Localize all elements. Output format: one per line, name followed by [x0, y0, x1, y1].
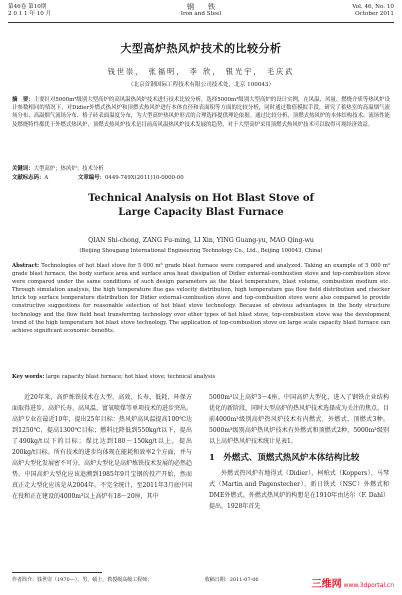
cn-keywords-label: 关键词： [12, 166, 34, 172]
en-title: Technical Analysis on Hot Blast Stove of Large Capacity Blast Furnace [88, 193, 314, 218]
running-header [8, 4, 394, 32]
header-center: 钢 铁 Iron and Steel [180, 3, 222, 17]
cn-keywords-text: 大型高炉；热风炉；技术分析 [33, 166, 104, 172]
cn-meta [12, 174, 390, 182]
en-authors: QIAN Shi-chong, ZANG Fu-ming, LI Xin, YING Guang-yu, MAO Qing-wu [88, 237, 314, 244]
cn-abstract-label: 摘 要： [12, 97, 34, 103]
en-keywords-text: large capacity blast furnace; hot blast stove; technical analysis [46, 374, 216, 380]
en-abstract-label: Abstract: [12, 263, 40, 269]
cn-title: 大型高炉热风炉技术的比较分析 [120, 42, 282, 55]
cn-authors: 钱世崇， 张福明， 李 欣， 银光宇， 毛庆武 [107, 67, 295, 76]
header-right: Vol. 46, No. 10 October 2011 [352, 4, 394, 17]
cn-affiliation: （北京首钢国际工程技术有限公司技术处，北京 100043） [127, 82, 275, 88]
body-column-left [12, 392, 192, 502]
body-paragraph: 外燃式热风炉有地得式（Didier）、柯柏式（Koppers）、马琴式（Martin and Pagenstecher）、新日铁式（NSC）外燃式和DME外燃式。外燃式热风炉的构想是在1910年由达尔（F. Dahl）提出，1928年首先 [209, 470, 389, 510]
en-abstract-text: Technologies of hot blast stove for 5 000 m³ grade blast furnace were compared and analyzed. Taking an example of 5 000 m³ grade blast furnace, the body surface area and surface area heat dissipation of Didier external-combustion stove and top-combustion stove were compared under the same conditions of such design parameters as the blast temperature, blast volume, combustion medium etc. Through simulation analysis, the high temperature flue gas velocity distribution, high temperature gas flow field distribution and checker brick top surface temperature distribution for Didier external-combustion stove and top-combustion stove were also compared to provide constructive suggestions for reasonable selection of hot blast stove technology. Because of obvious advantages in the body structure technology and the flow field heat transferring technology over other types of hot blast stove, top-combustion stove was the development trend of the high temperature hot blast stove technology. The application of top-combustion stove on large scale capacity blast furnace can achieve significant economic benefits. [12, 263, 390, 334]
header-rule [8, 22, 394, 23]
section-heading: 1 外燃式、顶燃式热风炉本体结构比较 [209, 453, 360, 463]
cn-abstract [12, 96, 390, 129]
watermark: 三维网 www.3dportal.cn [311, 579, 394, 590]
cn-abstract-text: 主要针对5000m³级别大型高炉的高风温热风炉技术进行技术比较分析，选择5000m³级别大型高炉的设计实例，在风温、风量、燃烧介质等热风炉设计参数相同的情况下，对Didier外燃式热风炉和顶燃式热风炉进行本体直径和表面积等方面的比较分析，同时通过数值模拟手段，研究了蓄热室的高温烟气流场分布、高温烟气流场分布、格子砖表面温度分布，为大型高炉热风炉形式的合理选择提供理论依据。通过比较分析，顶燃式热风炉的本体结构技术、流场性能及燃烧特性都优于外燃式热风炉，顶燃式热风炉技术是目前高风温热风炉技术发展的趋势，对于大型高炉采用顶燃式热风炉技术可以取得可观经济效益。 [12, 97, 390, 128]
footnote: 作者简介：钱世崇（1970—），男，硕士，教授级高级工程师； 收稿日期：2011-07-06 [12, 577, 259, 583]
body-paragraph: 近20年来，高炉炼铁技术在大型、高效、长寿、低耗、环保方面取得进步，高炉长寿、高风温、富氧喷煤等单项技术的进步突出。高炉专业在最近10年，提出25年目标：热风炉高风温提高100℃达到1250℃，提高1300℃目标；燃料比降低到550kg/t以下，提出了490kg/t以下的目标；煤比达到180～150kg/t以上，提出200kg/t目标。所有技术的进步均体现在能耗和效率2个方面，并与高炉大型化发展密不可分，高炉大型化是高炉炼铁技术发展的必然趋势。中国高炉大型化应该追溯到1985年9月宝钢的投产开始，然而真正走大型化应该是从2004年。不完全统计，至2011年3月底中国在役和正在建设的4000m³以上高炉有18～20座，其中 [12, 394, 193, 500]
en-affiliation: (Beijing Shougang International Engineering Technology Co., Ltd., Beijing 100043, China) [79, 248, 323, 254]
body-column-right [209, 392, 389, 512]
en-keywords-label: Key words: [12, 374, 45, 380]
header-left: 第46卷 第10期 2 0 1 1 年 10 月 [8, 4, 52, 17]
body-paragraph: 5000m³以上高炉3～4座。中国高炉大型化，进入了钢铁企业结构优化的新阶段，同时大型高炉的热风炉技术选择成为关注的焦点。目前4000m³级别高炉热风炉技术有内燃式、外燃式、顶燃式3种。5000m³级别高炉热风炉技术有外燃式和顶燃式2种，5000m³级别以上高炉热风炉技术统计见表1。 [209, 394, 390, 445]
en-keywords [12, 373, 390, 381]
en-abstract [12, 262, 390, 335]
clc-group: 文献标志码：A [12, 175, 49, 181]
cn-keywords [12, 165, 390, 173]
footnote-rule [12, 572, 102, 573]
article-no-group: 文章编号：0449-749X(2011)10-0000-00 [77, 175, 184, 181]
